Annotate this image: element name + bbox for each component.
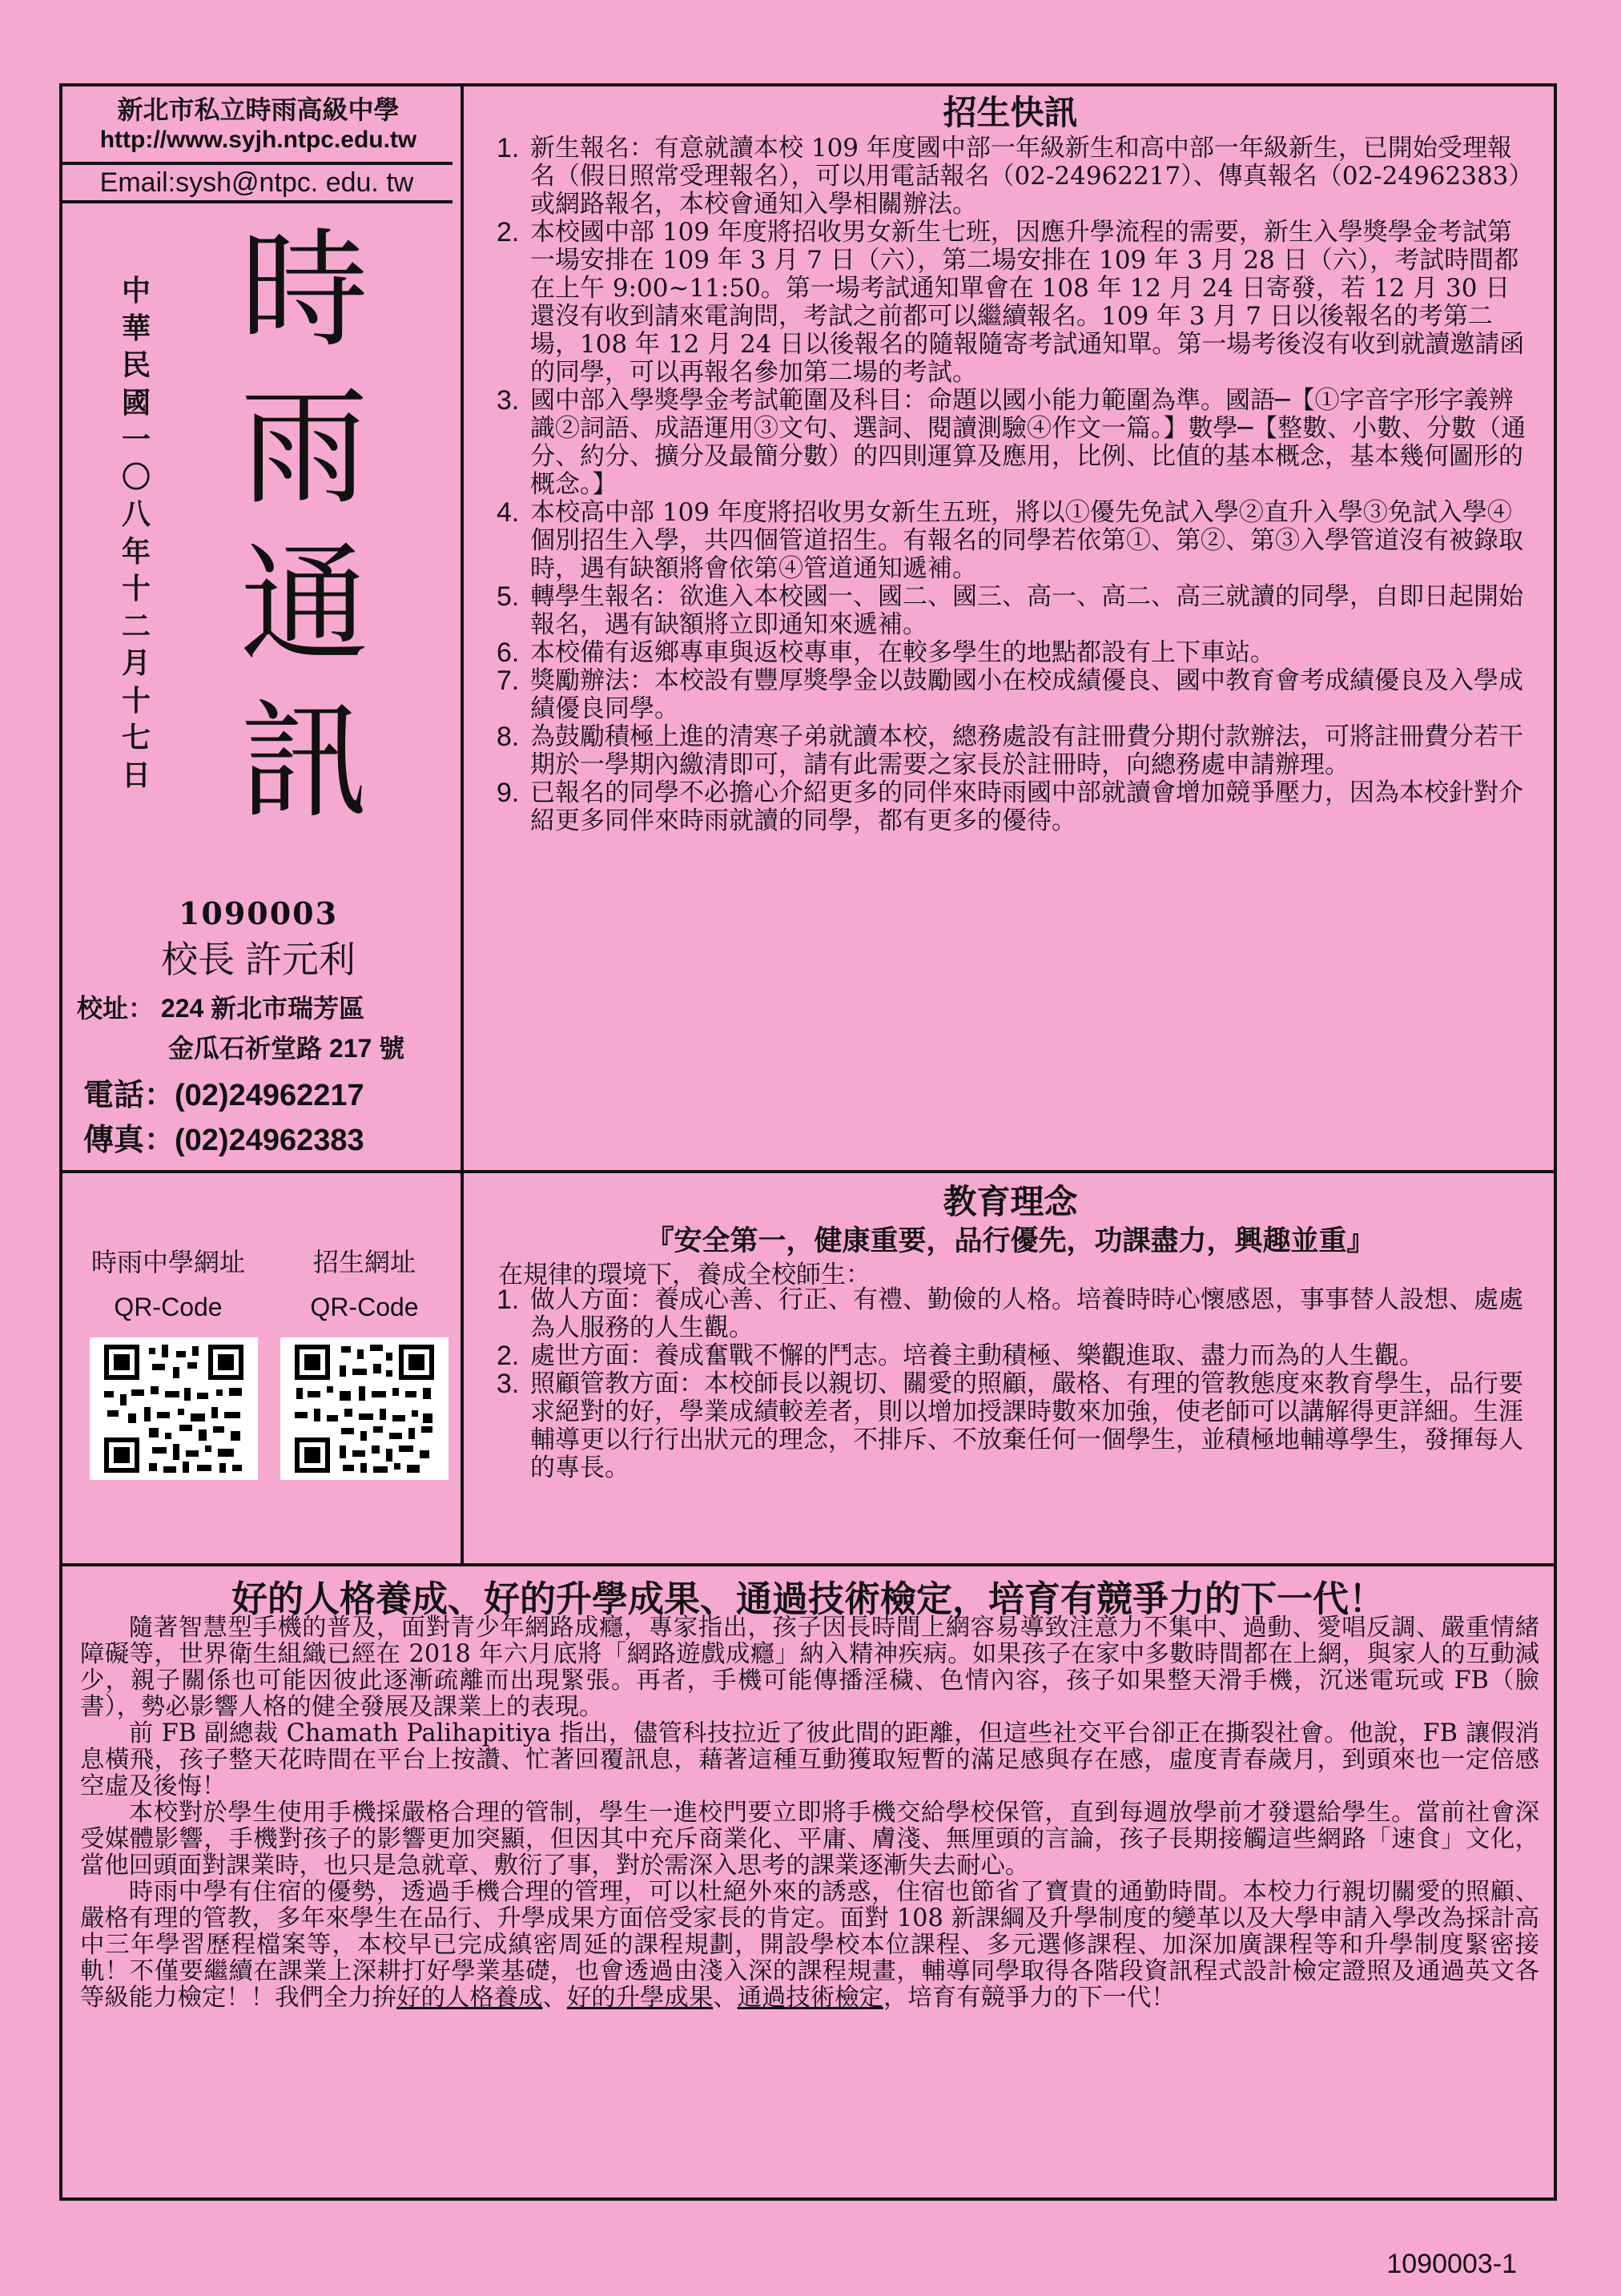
- list-item: 9. 已報名的同學不必擔心介紹更多的同伴來時雨國中部就讀會增加競爭壓力，因為本校針對介紹更多同伴來時雨就讀的同學，都有更多的優待。: [497, 778, 1523, 835]
- qr-label-school: 時雨中學網址 QR-Code: [91, 1248, 245, 1321]
- education-intro: 在規律的環境下，養成全校師生：: [498, 1261, 871, 1289]
- article-paragraph: 時雨中學有住宿的優勢，透過手機合理的管理，可以杜絕外來的誘惑，住宿也節省了寶貴的通勤時間。本校力行親切關愛的照顧、嚴格有理的管教，多年來學生在品行、升學成果方面倍受家長的肯定。面對 108 新課綱及升學制度的變革以及大學申請入學改為採計高中三年學習歷程檔案等，本校早已完成縝密周延的課程規劃，開設學校本位課程、多元選修課程、加深加廣課程等和升學制度緊密接軌！不僅要繼續在課業上深耕打好學業基礎，也會透過由淺入深的課程規畫，輔導同學取得各階段資訊程式設計檢定證照及通過英文各等級能力檢定！！我們全力拚好的人格養成、好的升學成果、通過技術檢定，培育有競爭力的下一代！: [80, 1878, 1539, 2012]
- list-item: 3. 國中部入學獎學金考試範圍及科目：命題以國小能力範圍為準。國語─【①字音字形字義辨識②詞語、成語運用③文句、選詞、閱讀測驗④作文一篇。】數學─【整數、小數、分數（通分、約分、擴分及最簡分數）的四則運算及應用，比例、比值的基本概念，基本幾何圖形的概念。】: [497, 385, 1526, 499]
- article-paragraph: 前 FB 副總裁 Chamath Palihapitiya 指出，儘管科技拉近了彼此間的距離，但這些社交平台卻正在撕裂社會。他說，FB 讓假消息橫飛，孩子整天花時間在平台上按讚、忙著回覆訊息，藉著這種互動獲取短暫的滿足感與存在感，虛度青春歲月，到頭來也一定倍感空虛及後悔！: [80, 1719, 1539, 1800]
- article-body: [80, 1614, 1539, 2011]
- fax-number: 傳真：(02)24962383: [83, 1124, 364, 1157]
- email-address[interactable]: Email:sysh@ntpc. edu. tw: [61, 162, 453, 203]
- list-item: 2. 本校國中部 109 年度將招收男女新生七班，因應升學流程的需要，新生入學獎學金考試第一場安排在 109 年 3 月 7 日（六），第二場安排在 109 年 3 月 28 日（六），考試時間都在上午 9:00~11:50。第一場考試通知單會在 108 年 12 月 24 日寄發，若 12 月 30 日還沒有收到請來電詢問，考試之前都可以繼續報名。109 年 3 月 7 日以後報名的考第二場，108 年 12 月 24 日以後報名的隨報隨寄考試通知單。第一場考後沒有收到就讀邀請函的同學，可以再報名參加第二場的考試。: [497, 217, 1525, 387]
- telephone: 電話：(02)24962217: [83, 1079, 364, 1112]
- issue-date: 中華民國一〇八年十二月十七日: [121, 274, 151, 792]
- article-paragraph: 本校對於學生使用手機採嚴格合理的管制，學生一進校門要立即將手機交給學校保管，直到每週放學前才發還給學生。當前社會深受媒體影響，手機對孩子的影響更加突顯，但因其中充斥商業化、平庸、膚淺、無厘頭的言論，孩子長期接觸這些網路「速食」文化，當他回頭面對課業時，也只是急就章、敷衍了事，對於需深入思考的課業逐漸失去耐心。: [80, 1799, 1539, 1880]
- qr-code-school[interactable]: [90, 1337, 258, 1480]
- list-item: 6. 本校備有返鄉專車與返校專車，在較多學生的地點都設有上下車站。: [497, 637, 1275, 668]
- page-code: 1090003-1: [1386, 2249, 1517, 2279]
- list-item: 7. 獎勵辦法：本校設有豐厚獎學金以鼓勵國小在校成績優良、國中教育會考成績優良及入學成績優良同學。: [497, 665, 1523, 723]
- section-divider: [59, 1563, 1557, 1566]
- education-title: 教育理念: [943, 1182, 1078, 1221]
- newsletter-title: 時雨通訊: [239, 215, 368, 836]
- school-name: 新北市私立時雨高級中學: [117, 94, 400, 125]
- list-item: 8. 為鼓勵積極上進的清寒子弟就讀本校，總務處設有註冊費分期付款辦法，可將註冊費分若干期於一學期內繳清即可，請有此需要之家長於註冊時，向總務處申請辦理。: [497, 722, 1523, 779]
- qr-code-admissions[interactable]: [280, 1337, 448, 1480]
- list-item: 1. 做人方面：養成心善、行正、有禮、勤儉的人格。培養時時心懷感恩，事事替人設想、處處為人服務的人生觀。: [497, 1285, 1523, 1342]
- education-list: [497, 1286, 1538, 1482]
- list-item: 5. 轉學生報名：欲進入本校國一、國二、國三、高一、高二、高三就讀的同學，自即日起開始報名，遇有缺額將立即通知來遞補。: [497, 581, 1523, 639]
- list-item: 4. 本校高中部 109 年度將招收男女新生五班，將以①優先免試入學②直升入學③免試入學④個別招生入學，共四個管道招生。有報名的同學若依第①、第②、第③入學管道沒有被錄取時，遇有缺額將會依第④管道通知遞補。: [497, 497, 1523, 583]
- admissions-title: 招生快訊: [943, 93, 1078, 132]
- list-item: 3. 照顧管教方面：本校師長以親切、關愛的照顧，嚴格、有理的管教態度來教育學生，品行要求絕對的好，學業成績較差者，則以增加授課時數來加強，使老師可以講解得更詳細。生涯輔導更以行行出狀元的理念，不排斥、不放棄任何一個學生，並積極地輔導學生，發揮每人的專長。: [497, 1369, 1523, 1482]
- section-divider: [59, 1170, 1557, 1173]
- issue-number: 1090003: [178, 895, 339, 931]
- article-paragraph: 隨著智慧型手機的普及，面對青少年網路成癮，專家指出，孩子因長時間上網容易導致注意力不集中、過動、愛唱反調、嚴重情緒障礙等，世界衛生組織已經在 2018 年六月底將「網路遊戲成癮」納入精神疾病。如果孩子在家中多數時間都在上網，與家人的互動減少，親子關係也可能因彼此逐漸疏離而出現緊張。再者，手機可能傳播淫穢、色情內容，孩子如果整天滑手機，沉迷電玩或 FB（臉書），勢必影響人格的健全發展及課業上的表現。: [80, 1614, 1539, 1721]
- column-divider: [461, 83, 464, 1566]
- address-line2: 金瓜石祈堂路 217 號: [168, 1034, 405, 1063]
- principal-name: 校長 許元利: [161, 939, 356, 980]
- qr-label-admissions: 招生網址 QR-Code: [310, 1248, 419, 1321]
- school-url[interactable]: http://www.syjh.ntpc.edu.tw: [99, 127, 417, 153]
- education-motto: 『安全第一，健康重要，品行優先，功課盡力，興趣並重』: [646, 1224, 1375, 1257]
- list-item: 2. 處世方面：養成奮戰不懈的鬥志。培養主動積極、樂觀進取、盡力而為的人生觀。: [497, 1341, 1424, 1371]
- article-title: 好的人格養成、好的升學成果、通過技術檢定，培育有競爭力的下一代！: [231, 1578, 1385, 1620]
- address-line1: 校址： 224 新北市瑞芳區: [77, 994, 365, 1023]
- list-item: 1. 新生報名：有意就讀本校 109 年度國中部一年級新生和高中部一年級新生，已開始受理報名（假日照常受理報名），可以用電話報名（02-24962217）、傳真報名（02-24962383）或網路報名，本校會通知入學相關辦法。: [497, 133, 1521, 219]
- admissions-list: [497, 135, 1530, 835]
